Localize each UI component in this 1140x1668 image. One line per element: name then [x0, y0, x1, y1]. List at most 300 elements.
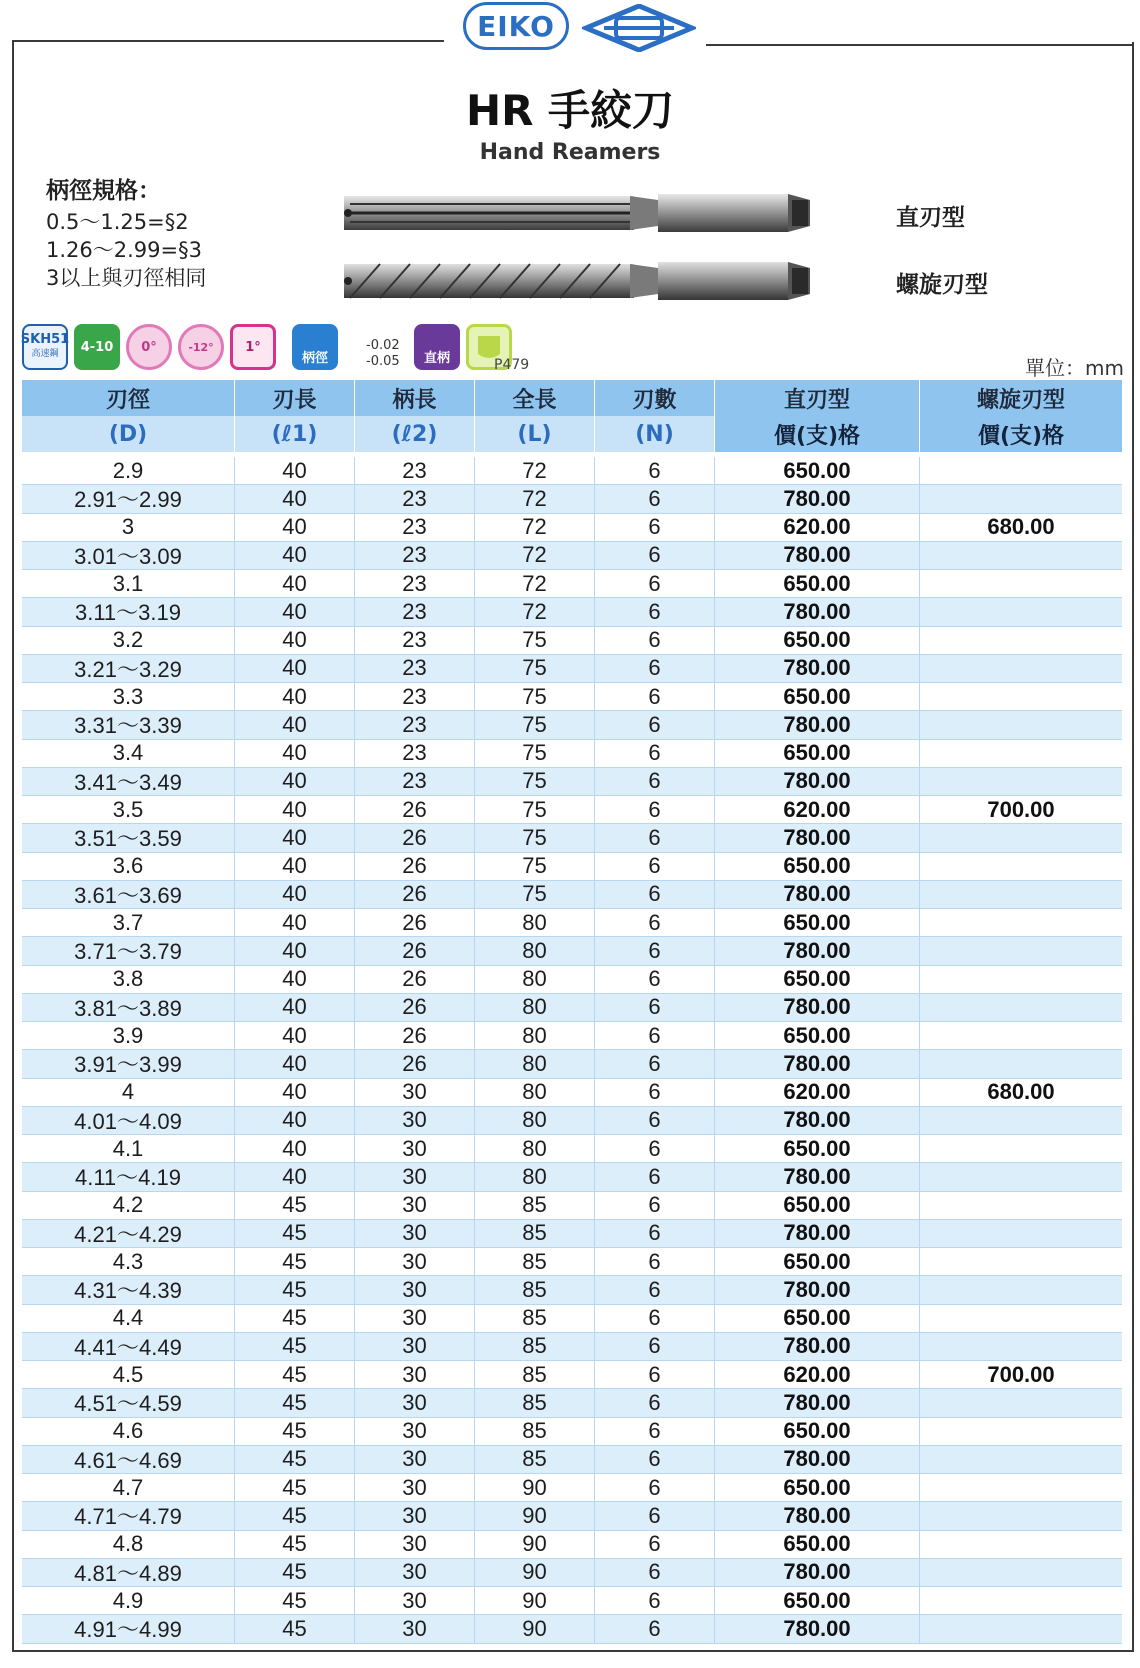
header-flute-count: 刃數 — [595, 380, 715, 416]
table-header-row — [22, 380, 1122, 416]
table-row — [22, 1135, 1122, 1163]
cell-spiral-price — [920, 1502, 1122, 1529]
subheader-diameter: (D) — [22, 416, 235, 452]
cell-shank-length: 23 — [355, 627, 475, 654]
cell-overall-length: 72 — [475, 514, 595, 541]
cell-flute-count: 6 — [595, 711, 715, 738]
table-row — [22, 711, 1122, 739]
cell-flute-length: 45 — [235, 1502, 355, 1529]
cell-flute-count: 6 — [595, 937, 715, 964]
cell-diameter: 4.41～4.49 — [22, 1333, 235, 1360]
cell-diameter: 4 — [22, 1079, 235, 1106]
table-row — [22, 881, 1122, 909]
cell-shank-length: 23 — [355, 711, 475, 738]
cell-diameter: 3.91～3.99 — [22, 1050, 235, 1077]
cell-spiral-price: 700.00 — [987, 796, 1055, 822]
cell-overall-length: 85 — [475, 1361, 595, 1388]
cell-overall-length: 75 — [475, 655, 595, 682]
cell-flute-length: 45 — [235, 1559, 355, 1586]
cell-straight-price: 650.00 — [715, 1418, 920, 1445]
table-row — [22, 457, 1122, 485]
page-title: HR 手絞刀 — [465, 86, 675, 135]
cell-straight-price: 650.00 — [715, 1022, 920, 1049]
cell-straight-price: 650.00 — [715, 1474, 920, 1501]
cell-flute-length: 40 — [235, 796, 355, 823]
cell-flute-length: 40 — [235, 1107, 355, 1134]
cell-overall-length: 80 — [475, 1079, 595, 1106]
cell-flute-length: 45 — [235, 1361, 355, 1388]
cell-straight-price: 650.00 — [715, 853, 920, 880]
cell-flute-length: 45 — [235, 1248, 355, 1275]
straight-shank-icon — [414, 324, 460, 370]
cell-flute-length: 40 — [235, 740, 355, 767]
cell-flute-count: 6 — [595, 1135, 715, 1162]
cell-spiral-price — [920, 1305, 1122, 1332]
cell-shank-length: 23 — [355, 740, 475, 767]
cell-straight-price: 780.00 — [715, 1276, 920, 1303]
cell-flute-length: 40 — [235, 909, 355, 936]
page-reference: P479 — [494, 357, 530, 373]
cell-flute-length: 40 — [235, 514, 355, 541]
table-row — [22, 1333, 1122, 1361]
cell-overall-length: 80 — [475, 1022, 595, 1049]
cell-diameter: 4.3 — [22, 1248, 235, 1275]
cell-straight-price: 780.00 — [715, 1502, 920, 1529]
cell-spiral-price — [920, 655, 1122, 682]
cell-shank-length: 26 — [355, 966, 475, 993]
cell-shank-length: 23 — [355, 768, 475, 795]
table-row — [22, 1220, 1122, 1248]
page-subtitle: Hand Reamers — [479, 140, 661, 165]
icon-label: 柄徑 — [301, 351, 328, 366]
cell-flute-count: 6 — [595, 1361, 715, 1388]
cell-straight-price: 780.00 — [715, 1220, 920, 1247]
cell-flute-count: 6 — [595, 1502, 715, 1529]
cell-overall-length: 72 — [475, 570, 595, 597]
rake-minus-12-degree-icon — [178, 324, 224, 370]
table-row — [22, 683, 1122, 711]
cell-flute-length: 45 — [235, 1333, 355, 1360]
table-row — [22, 1192, 1122, 1220]
cell-spiral-price — [920, 683, 1122, 710]
cell-overall-length: 85 — [475, 1248, 595, 1275]
cell-diameter: 3.31～3.39 — [22, 711, 235, 738]
icon-sublabel: 高速鋼 — [31, 349, 59, 359]
cell-straight-price: 780.00 — [715, 598, 920, 625]
header-shank-length: 柄長 — [355, 380, 475, 416]
cell-overall-length: 75 — [475, 824, 595, 851]
cell-flute-count: 6 — [595, 1248, 715, 1275]
cell-spiral-price — [920, 740, 1122, 767]
cell-straight-price: 650.00 — [715, 1248, 920, 1275]
cell-spiral-price — [920, 1389, 1122, 1416]
cell-shank-length: 23 — [355, 542, 475, 569]
cell-flute-length: 45 — [235, 1418, 355, 1445]
cell-spiral-price — [920, 542, 1122, 569]
cell-flute-length: 40 — [235, 457, 355, 484]
cell-shank-length: 26 — [355, 796, 475, 823]
cell-flute-count: 6 — [595, 796, 715, 823]
cell-spiral-price — [920, 966, 1122, 993]
table-body — [22, 457, 1122, 1644]
cell-flute-length: 40 — [235, 1163, 355, 1190]
cell-flute-count: 6 — [595, 909, 715, 936]
table-row — [22, 1531, 1122, 1559]
logo-text: EIKO — [477, 9, 555, 43]
cell-overall-length: 75 — [475, 740, 595, 767]
header-flute-length: 刃長 — [235, 380, 355, 416]
cell-overall-length: 80 — [475, 1163, 595, 1190]
cell-flute-count: 6 — [595, 1474, 715, 1501]
cell-shank-length: 30 — [355, 1418, 475, 1445]
cell-straight-price: 650.00 — [715, 1192, 920, 1219]
table-row — [22, 1276, 1122, 1304]
subheader-shank-length: (ℓ2) — [355, 416, 475, 452]
table-row — [22, 1474, 1122, 1502]
tolerance-lower: -0.05 — [366, 354, 400, 369]
cell-spiral-price: 680.00 — [987, 514, 1055, 540]
eiko-logo — [463, 2, 569, 50]
cell-overall-length: 72 — [475, 542, 595, 569]
cell-straight-price: 780.00 — [715, 1163, 920, 1190]
cell-flute-length: 40 — [235, 598, 355, 625]
cell-overall-length: 90 — [475, 1559, 595, 1586]
cell-shank-length: 30 — [355, 1248, 475, 1275]
table-subheader-row — [22, 416, 1122, 452]
cell-diameter: 3.1 — [22, 570, 235, 597]
cell-shank-length: 30 — [355, 1361, 475, 1388]
cell-diameter: 4.2 — [22, 1192, 235, 1219]
cell-flute-length: 45 — [235, 1446, 355, 1473]
table-row — [22, 1107, 1122, 1135]
table-row — [22, 1079, 1122, 1107]
cell-straight-price: 620.00 — [715, 514, 920, 541]
table-row — [22, 994, 1122, 1022]
flute-count-icon — [74, 324, 120, 370]
cell-spiral-price: 700.00 — [987, 1361, 1055, 1387]
cell-diameter: 4.1 — [22, 1135, 235, 1162]
cell-shank-length: 30 — [355, 1305, 475, 1332]
cell-shank-length: 30 — [355, 1220, 475, 1247]
cell-flute-length: 40 — [235, 768, 355, 795]
cell-spiral-price — [920, 627, 1122, 654]
cell-spiral-price — [920, 1022, 1122, 1049]
cell-flute-count: 6 — [595, 1418, 715, 1445]
cell-straight-price: 650.00 — [715, 1305, 920, 1332]
cell-diameter: 4.81～4.89 — [22, 1559, 235, 1586]
cell-shank-length: 30 — [355, 1502, 475, 1529]
cell-spiral-price — [920, 937, 1122, 964]
cell-flute-length: 40 — [235, 824, 355, 851]
cell-spiral-price — [920, 1107, 1122, 1134]
cell-straight-price: 650.00 — [715, 683, 920, 710]
cell-flute-count: 6 — [595, 1305, 715, 1332]
cell-diameter: 3.01～3.09 — [22, 542, 235, 569]
cell-overall-length: 85 — [475, 1305, 595, 1332]
cell-straight-price: 780.00 — [715, 655, 920, 682]
cell-spiral-price — [920, 853, 1122, 880]
cell-straight-price: 780.00 — [715, 1050, 920, 1077]
cell-straight-price: 780.00 — [715, 1615, 920, 1642]
cell-spiral-price — [920, 1418, 1122, 1445]
cell-shank-length: 30 — [355, 1192, 475, 1219]
cell-flute-count: 6 — [595, 1163, 715, 1190]
cell-overall-length: 75 — [475, 683, 595, 710]
cell-overall-length: 85 — [475, 1446, 595, 1473]
cell-overall-length: 90 — [475, 1531, 595, 1558]
cell-straight-price: 780.00 — [715, 768, 920, 795]
subheader-straight-price: 價(支)格 — [715, 416, 920, 452]
cell-shank-length: 26 — [355, 881, 475, 908]
shank-spec-title: 柄徑規格： — [46, 178, 161, 204]
cell-flute-count: 6 — [595, 1050, 715, 1077]
cell-flute-count: 6 — [595, 824, 715, 851]
cell-flute-length: 45 — [235, 1220, 355, 1247]
cell-flute-count: 6 — [595, 881, 715, 908]
cell-diameter: 4.11～4.19 — [22, 1163, 235, 1190]
cell-shank-length: 30 — [355, 1079, 475, 1106]
brand-diamond-icon — [582, 4, 696, 52]
cell-flute-count: 6 — [595, 683, 715, 710]
cell-spiral-price — [920, 994, 1122, 1021]
icon-label: SKH51 — [20, 332, 70, 347]
cell-flute-count: 6 — [595, 1276, 715, 1303]
cell-diameter: 3.9 — [22, 1022, 235, 1049]
table-row — [22, 1502, 1122, 1530]
cell-flute-length: 45 — [235, 1474, 355, 1501]
cell-overall-length: 75 — [475, 627, 595, 654]
cell-flute-length: 45 — [235, 1587, 355, 1614]
cell-shank-length: 23 — [355, 485, 475, 512]
cell-straight-price: 780.00 — [715, 824, 920, 851]
cell-overall-length: 85 — [475, 1333, 595, 1360]
table-row — [22, 655, 1122, 683]
cell-diameter: 3.5 — [22, 796, 235, 823]
skh51-material-icon — [22, 324, 68, 370]
cell-diameter: 3.81～3.89 — [22, 994, 235, 1021]
cell-spiral-price — [920, 881, 1122, 908]
cell-overall-length: 72 — [475, 457, 595, 484]
cell-flute-length: 40 — [235, 937, 355, 964]
cell-flute-length: 45 — [235, 1276, 355, 1303]
cell-flute-length: 40 — [235, 627, 355, 654]
header-overall-length: 全長 — [475, 380, 595, 416]
cell-overall-length: 75 — [475, 711, 595, 738]
table-row — [22, 1163, 1122, 1191]
cell-straight-price: 650.00 — [715, 909, 920, 936]
cell-overall-length: 85 — [475, 1418, 595, 1445]
cell-spiral-price — [920, 1220, 1122, 1247]
table-row — [22, 514, 1122, 542]
cell-spiral-price — [920, 1474, 1122, 1501]
spiral-reamer-image — [340, 258, 818, 304]
cell-straight-price: 780.00 — [715, 542, 920, 569]
cell-flute-length: 40 — [235, 853, 355, 880]
cell-shank-length: 23 — [355, 570, 475, 597]
cell-spiral-price — [920, 485, 1122, 512]
table-row — [22, 1389, 1122, 1417]
cell-flute-length: 40 — [235, 994, 355, 1021]
cell-overall-length: 80 — [475, 1050, 595, 1077]
cell-shank-length: 30 — [355, 1446, 475, 1473]
cell-diameter: 3.7 — [22, 909, 235, 936]
cell-spiral-price — [920, 457, 1122, 484]
cell-flute-count: 6 — [595, 1220, 715, 1247]
shank-spec-line: 1.26～2.99=§3 — [46, 238, 202, 262]
cell-overall-length: 72 — [475, 485, 595, 512]
cell-straight-price: 620.00 — [715, 796, 920, 823]
cell-overall-length: 85 — [475, 1276, 595, 1303]
cell-spiral-price — [920, 570, 1122, 597]
cell-straight-price: 780.00 — [715, 1559, 920, 1586]
cell-diameter: 3.6 — [22, 853, 235, 880]
cell-diameter: 4.91～4.99 — [22, 1615, 235, 1642]
cell-shank-length: 30 — [355, 1531, 475, 1558]
cell-straight-price: 780.00 — [715, 881, 920, 908]
cell-overall-length: 80 — [475, 1135, 595, 1162]
cell-shank-length: 30 — [355, 1333, 475, 1360]
cell-flute-count: 6 — [595, 853, 715, 880]
cell-flute-length: 45 — [235, 1389, 355, 1416]
cell-spiral-price — [920, 1559, 1122, 1586]
cell-flute-length: 40 — [235, 1135, 355, 1162]
table-row — [22, 824, 1122, 852]
cell-flute-count: 6 — [595, 627, 715, 654]
cell-overall-length: 90 — [475, 1615, 595, 1642]
cell-flute-count: 6 — [595, 1107, 715, 1134]
table-row — [22, 1446, 1122, 1474]
cell-flute-count: 6 — [595, 485, 715, 512]
cell-straight-price: 780.00 — [715, 1446, 920, 1473]
table-row — [22, 1615, 1122, 1643]
shank-diameter-icon — [292, 324, 338, 370]
cell-straight-price: 650.00 — [715, 1587, 920, 1614]
cell-overall-length: 90 — [475, 1502, 595, 1529]
cell-flute-count: 6 — [595, 966, 715, 993]
table-row — [22, 627, 1122, 655]
straight-reamer-image — [340, 190, 818, 236]
cell-overall-length: 75 — [475, 853, 595, 880]
cell-diameter: 4.4 — [22, 1305, 235, 1332]
cell-spiral-price — [920, 1163, 1122, 1190]
cell-spiral-price — [920, 1192, 1122, 1219]
cell-diameter: 4.7 — [22, 1474, 235, 1501]
table-row — [22, 1587, 1122, 1615]
cell-straight-price: 780.00 — [715, 1389, 920, 1416]
cell-shank-length: 30 — [355, 1587, 475, 1614]
cell-flute-length: 40 — [235, 966, 355, 993]
cell-spiral-price — [920, 1050, 1122, 1077]
straight-type-label: 直刃型 — [896, 205, 965, 231]
cell-diameter: 3.8 — [22, 966, 235, 993]
table-row — [22, 768, 1122, 796]
cell-flute-count: 6 — [595, 1559, 715, 1586]
cell-flute-count: 6 — [595, 1615, 715, 1642]
cell-spiral-price — [920, 1248, 1122, 1275]
cell-diameter: 4.71～4.79 — [22, 1502, 235, 1529]
cell-diameter: 4.31～4.39 — [22, 1276, 235, 1303]
subheader-flute-length: (ℓ1) — [235, 416, 355, 452]
cell-diameter: 3 — [22, 514, 235, 541]
cell-diameter: 3.3 — [22, 683, 235, 710]
cell-straight-price: 650.00 — [715, 457, 920, 484]
cell-shank-length: 30 — [355, 1474, 475, 1501]
table-row — [22, 796, 1122, 824]
table-row — [22, 542, 1122, 570]
table-row — [22, 966, 1122, 994]
cell-straight-price: 650.00 — [715, 966, 920, 993]
cell-overall-length: 80 — [475, 909, 595, 936]
cell-diameter: 3.71～3.79 — [22, 937, 235, 964]
cell-diameter: 4.01～4.09 — [22, 1107, 235, 1134]
cell-straight-price: 780.00 — [715, 485, 920, 512]
cell-shank-length: 30 — [355, 1107, 475, 1134]
cell-spiral-price — [920, 711, 1122, 738]
cell-flute-count: 6 — [595, 1192, 715, 1219]
cell-straight-price: 780.00 — [715, 711, 920, 738]
subheader-overall-length: (L) — [475, 416, 595, 452]
cell-flute-count: 6 — [595, 1079, 715, 1106]
cell-straight-price: 650.00 — [715, 570, 920, 597]
cell-flute-count: 6 — [595, 1446, 715, 1473]
cell-flute-count: 6 — [595, 1333, 715, 1360]
table-row — [22, 853, 1122, 881]
cell-spiral-price — [920, 598, 1122, 625]
cell-shank-length: 23 — [355, 598, 475, 625]
cell-shank-length: 26 — [355, 824, 475, 851]
cell-shank-length: 23 — [355, 514, 475, 541]
cell-diameter: 2.91～2.99 — [22, 485, 235, 512]
cell-flute-length: 40 — [235, 655, 355, 682]
header-spiral-type: 螺旋刃型 — [976, 387, 1065, 413]
cell-overall-length: 75 — [475, 768, 595, 795]
cell-flute-length: 40 — [235, 1079, 355, 1106]
cell-shank-length: 30 — [355, 1559, 475, 1586]
cell-spiral-price — [920, 824, 1122, 851]
rake-0-degree-icon — [126, 324, 172, 370]
angle-1-degree-icon — [230, 324, 276, 370]
cell-flute-length: 45 — [235, 1192, 355, 1219]
cell-spiral-price — [920, 1333, 1122, 1360]
cell-flute-length: 40 — [235, 881, 355, 908]
cell-diameter: 4.6 — [22, 1418, 235, 1445]
cell-diameter: 4.61～4.69 — [22, 1446, 235, 1473]
cell-spiral-price — [920, 1587, 1122, 1614]
tolerance-upper: -0.02 — [366, 338, 400, 353]
cell-flute-count: 6 — [595, 514, 715, 541]
table-row — [22, 740, 1122, 768]
cell-straight-price: 620.00 — [715, 1361, 920, 1388]
cell-shank-length: 23 — [355, 655, 475, 682]
cell-overall-length: 80 — [475, 994, 595, 1021]
icon-label: 0° — [141, 339, 157, 355]
cell-straight-price: 620.00 — [715, 1079, 920, 1106]
cell-flute-length: 40 — [235, 683, 355, 710]
cell-straight-price: 780.00 — [715, 1333, 920, 1360]
cell-flute-count: 6 — [595, 570, 715, 597]
cell-flute-length: 45 — [235, 1615, 355, 1642]
cell-diameter: 2.9 — [22, 457, 235, 484]
cell-flute-count: 6 — [595, 1587, 715, 1614]
cell-straight-price: 650.00 — [715, 1531, 920, 1558]
table-row — [22, 1022, 1122, 1050]
cell-overall-length: 75 — [475, 881, 595, 908]
cell-straight-price: 780.00 — [715, 994, 920, 1021]
cell-flute-count: 6 — [595, 542, 715, 569]
unit-label: 單位：mm — [1025, 356, 1124, 380]
spiral-type-label: 螺旋刃型 — [896, 272, 988, 298]
cell-spiral-price — [920, 909, 1122, 936]
